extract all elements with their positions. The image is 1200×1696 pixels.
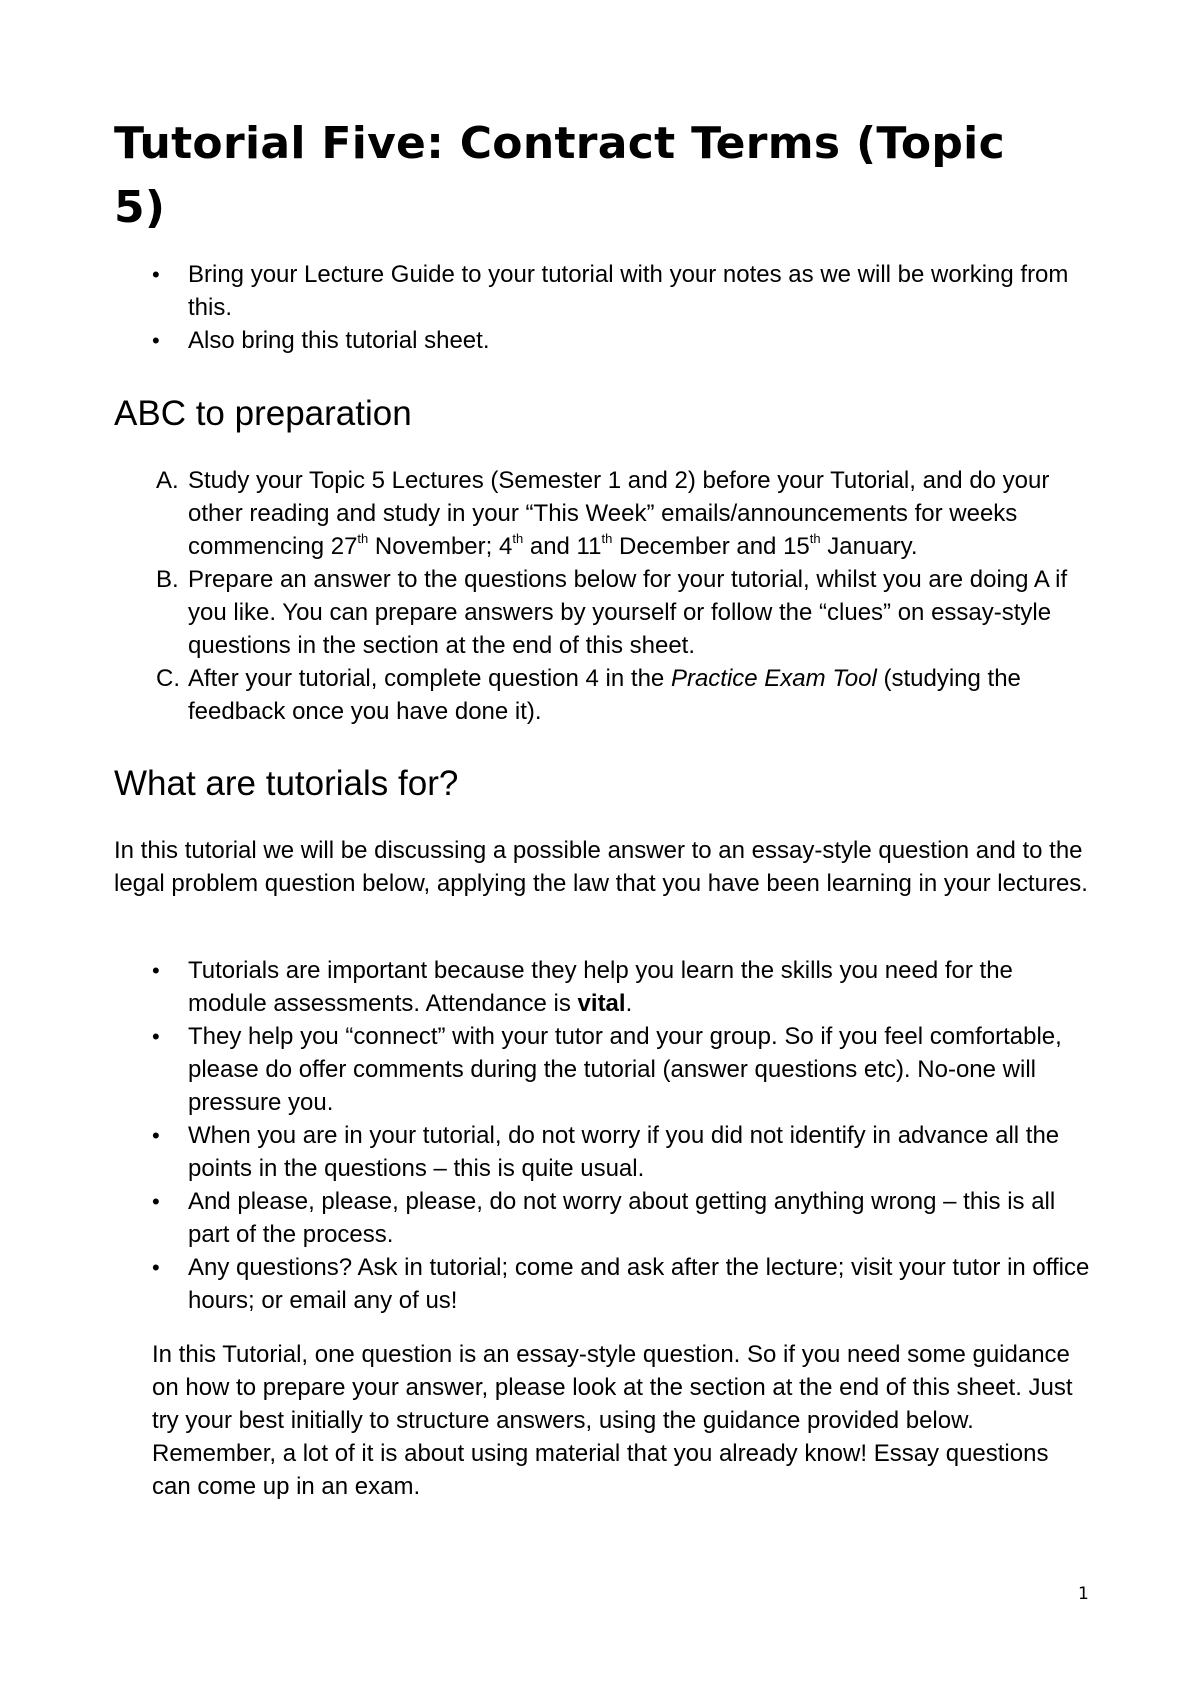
paragraph-text: In this tutorial we will be discussing a possible answer to an essay-style question and to the legal problem question below, applying the law that you have been learning in your lectures.	[114, 837, 1088, 897]
list-item	[114, 563, 1094, 662]
tutorials-bullet-list	[114, 954, 1094, 1317]
practice-exam-tool-title: Practice Exam Tool	[670, 665, 877, 692]
list-item-text: They help you “connect” with your tutor and your group. So if you feel comfortable, please do offer comments during the tutorial (answer questions etc). No-one will pressure you.	[188, 1023, 1062, 1116]
list-item-text: Tutorials are important because they help you learn the skills you need for the module assessments. Attendance is vital.	[188, 957, 1013, 1017]
list-item-text: And please, please, please, do not worry about getting anything wrong – this is all part of the process.	[188, 1188, 1056, 1248]
bullet-icon: •	[152, 958, 160, 983]
bullet-icon: •	[152, 262, 160, 287]
bullet-icon: •	[152, 1024, 160, 1049]
list-item	[114, 954, 1094, 1020]
list-item	[114, 324, 1094, 357]
list-item-text: When you are in your tutorial, do not worry if you did not identify in advance all the points in the questions – this is quite usual.	[188, 1122, 1060, 1182]
list-item	[114, 258, 1094, 324]
list-item-text: Bring your Lecture Guide to your tutorial with your notes as we will be working from this.	[188, 261, 1069, 321]
list-item-text: After your tutorial, complete question 4 in the Practice Exam Tool (studying the feedback once you have done it).	[188, 665, 1021, 725]
section-heading-abc: ABC to preparation	[114, 394, 412, 433]
list-item-text: Study your Topic 5 Lectures (Semester 1 and 2) before your Tutorial, and do your other reading and study in your “This Week” emails/announcements for weeks commencing 27th November; 4th and 11th December and 15th January.	[188, 467, 1050, 560]
bullet-icon: •	[152, 1123, 160, 1148]
section-heading-tutorials: What are tutorials for?	[114, 764, 459, 803]
tutorials-intro-paragraph	[114, 834, 1094, 900]
list-item	[114, 464, 1094, 563]
list-marker: B.	[156, 566, 179, 593]
abc-list	[114, 464, 1094, 728]
list-item	[114, 1119, 1094, 1185]
list-item	[114, 662, 1094, 728]
emphasis-vital: vital	[577, 990, 626, 1017]
list-item-text: Any questions? Ask in tutorial; come and ask after the lecture; visit your tutor in office hours; or email any of us!	[188, 1254, 1090, 1314]
bullet-icon: •	[152, 1189, 160, 1214]
list-item-text: Prepare an answer to the questions below for your tutorial, whilst you are doing A if you like. You can prepare answers by yourself or follow the “clues” on essay-style questions in the section at the end of this sheet.	[188, 566, 1068, 659]
list-marker: A.	[156, 467, 179, 494]
list-item	[114, 1185, 1094, 1251]
closing-paragraph	[152, 1338, 1092, 1503]
bullet-icon: •	[152, 328, 160, 353]
paragraph-text: In this Tutorial, one question is an essay-style question. So if you need some guidance on how to prepare your answer, please look at the section at the end of this sheet. Just try your best initially to structure answers, using the guidance provided below. Remember, a lot of it is about using material that you already know! Essay questions can come up in an exam.	[152, 1341, 1073, 1500]
page-number: 1	[1078, 1584, 1089, 1604]
list-item-text: Also bring this tutorial sheet.	[188, 327, 490, 354]
intro-bullet-list	[114, 258, 1094, 357]
list-item	[114, 1020, 1094, 1119]
page-title: Tutorial Five: Contract Terms (Topic 5)	[114, 118, 1005, 233]
bullet-icon: •	[152, 1255, 160, 1280]
list-marker: C.	[156, 665, 180, 692]
list-item	[114, 1251, 1094, 1317]
